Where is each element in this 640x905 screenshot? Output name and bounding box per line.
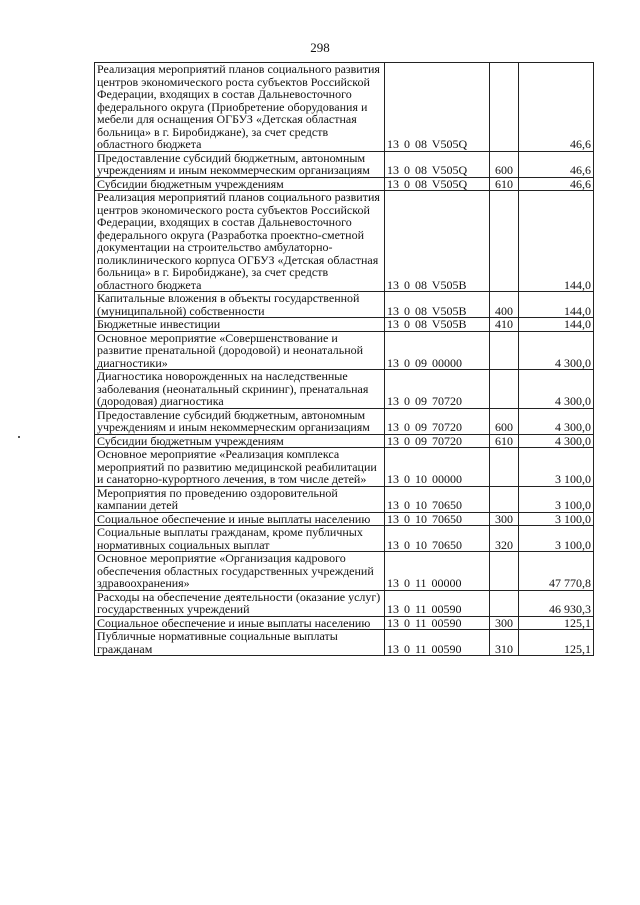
row-amount: 4 300,0 bbox=[519, 408, 594, 434]
row-amount: 46,6 bbox=[519, 177, 594, 191]
row-amount: 4 300,0 bbox=[519, 434, 594, 448]
table-row bbox=[95, 292, 594, 318]
row-code: 13 0 08 V505Q bbox=[385, 177, 490, 191]
row-description: Мероприятия по проведению оздоровительной кампании детей bbox=[95, 486, 385, 512]
row-code: 13 0 11 00590 bbox=[385, 590, 490, 616]
row-description: Основное мероприятие «Реализация комплекса мероприятий по развитию медицинской реабилитации и санаторно-курортного лечения, в том числе детей» bbox=[95, 448, 385, 487]
table-row bbox=[95, 177, 594, 191]
row-description: Реализация мероприятий планов социального развития центров экономического роста субъектов Российской Федерации, входящих в состав Дальневосточного федерального округа (Приобретение оборудования и мебели для оснащения ОГБУЗ «Детская областная больница» в г. Биробиджане), за счет средств областного бюджета bbox=[95, 63, 385, 152]
row-amount: 144,0 bbox=[519, 292, 594, 318]
row-code: 13 0 08 V505B bbox=[385, 191, 490, 292]
row-description: Социальное обеспечение и иные выплаты населению bbox=[95, 512, 385, 526]
row-description: Реализация мероприятий планов социального развития центров экономического роста субъектов Российской Федерации, входящих в состав Дальневосточного федерального округа (Разработка проектно-сметной документации на строительство амбулаторно-поликлинического корпуса ОГБУЗ «Детская областная больница» в г. Биробиджане), за счет средств областного бюджета bbox=[95, 191, 385, 292]
row-code: 13 0 10 70650 bbox=[385, 512, 490, 526]
table-row bbox=[95, 512, 594, 526]
row-amount: 4 300,0 bbox=[519, 331, 594, 370]
row-description: Предоставление субсидий бюджетным, автономным учреждениям и иным некоммерческим организациям bbox=[95, 408, 385, 434]
row-description: Основное мероприятие «Совершенствование и развитие пренатальной (дородовой) и неонатальной диагностики» bbox=[95, 331, 385, 370]
table-row bbox=[95, 434, 594, 448]
table-row bbox=[95, 318, 594, 332]
row-amount: 125,1 bbox=[519, 616, 594, 630]
row-amount: 3 100,0 bbox=[519, 512, 594, 526]
row-expense-type bbox=[490, 590, 519, 616]
row-description: Бюджетные инвестиции bbox=[95, 318, 385, 332]
row-expense-type: 300 bbox=[490, 512, 519, 526]
row-code: 13 0 11 00590 bbox=[385, 616, 490, 630]
page-number: 298 bbox=[310, 40, 330, 55]
row-expense-type bbox=[490, 552, 519, 591]
row-description: Основное мероприятие «Организация кадрового обеспечения областных государственных учреждений здравоохранения» bbox=[95, 552, 385, 591]
row-code: 13 0 08 V505B bbox=[385, 318, 490, 332]
row-code: 13 0 10 00000 bbox=[385, 448, 490, 487]
table-row bbox=[95, 616, 594, 630]
row-expense-type: 600 bbox=[490, 151, 519, 177]
row-expense-type: 320 bbox=[490, 526, 519, 552]
row-description: Публичные нормативные социальные выплаты гражданам bbox=[95, 630, 385, 656]
table-row bbox=[95, 630, 594, 656]
row-amount: 144,0 bbox=[519, 318, 594, 332]
row-expense-type: 410 bbox=[490, 318, 519, 332]
row-code: 13 0 09 70720 bbox=[385, 434, 490, 448]
row-code: 13 0 10 70650 bbox=[385, 526, 490, 552]
row-expense-type: 300 bbox=[490, 616, 519, 630]
row-description: Капитальные вложения в объекты государственной (муниципальной) собственности bbox=[95, 292, 385, 318]
row-code: 13 0 08 V505B bbox=[385, 292, 490, 318]
table-row bbox=[95, 151, 594, 177]
row-amount: 47 770,8 bbox=[519, 552, 594, 591]
table-row bbox=[95, 448, 594, 487]
row-expense-type: 600 bbox=[490, 408, 519, 434]
row-description: Диагностика новорожденных на наследственные заболевания (неонатальный скрининг), пренатальная (дородовая) диагностика bbox=[95, 370, 385, 409]
row-amount: 125,1 bbox=[519, 630, 594, 656]
row-code: 13 0 08 V505Q bbox=[385, 63, 490, 152]
scan-speck bbox=[18, 436, 20, 438]
row-expense-type: 310 bbox=[490, 630, 519, 656]
row-amount: 46,6 bbox=[519, 63, 594, 152]
row-expense-type bbox=[490, 486, 519, 512]
row-code: 13 0 10 70650 bbox=[385, 486, 490, 512]
table-row bbox=[95, 370, 594, 409]
row-amount: 144,0 bbox=[519, 191, 594, 292]
row-code: 13 0 09 00000 bbox=[385, 331, 490, 370]
row-expense-type bbox=[490, 370, 519, 409]
row-description: Социальное обеспечение и иные выплаты населению bbox=[95, 616, 385, 630]
row-expense-type: 610 bbox=[490, 434, 519, 448]
row-code: 13 0 09 70720 bbox=[385, 370, 490, 409]
row-code: 13 0 11 00590 bbox=[385, 630, 490, 656]
row-amount: 3 100,0 bbox=[519, 448, 594, 487]
row-code: 13 0 11 00000 bbox=[385, 552, 490, 591]
row-expense-type bbox=[490, 63, 519, 152]
row-expense-type bbox=[490, 191, 519, 292]
row-expense-type: 610 bbox=[490, 177, 519, 191]
budget-table bbox=[94, 62, 594, 656]
table-row bbox=[95, 63, 594, 152]
row-description: Субсидии бюджетным учреждениям bbox=[95, 434, 385, 448]
table-row bbox=[95, 191, 594, 292]
row-expense-type bbox=[490, 331, 519, 370]
row-amount: 46,6 bbox=[519, 151, 594, 177]
table-row bbox=[95, 486, 594, 512]
row-expense-type: 400 bbox=[490, 292, 519, 318]
table-row bbox=[95, 408, 594, 434]
table-row bbox=[95, 526, 594, 552]
row-amount: 46 930,3 bbox=[519, 590, 594, 616]
row-amount: 4 300,0 bbox=[519, 370, 594, 409]
table-row bbox=[95, 552, 594, 591]
row-description: Расходы на обеспечение деятельности (оказание услуг) государственных учреждений bbox=[95, 590, 385, 616]
row-expense-type bbox=[490, 448, 519, 487]
row-description: Предоставление субсидий бюджетным, автономным учреждениям и иным некоммерческим организациям bbox=[95, 151, 385, 177]
table-row bbox=[95, 331, 594, 370]
row-amount: 3 100,0 bbox=[519, 486, 594, 512]
row-description: Социальные выплаты гражданам, кроме публичных нормативных социальных выплат bbox=[95, 526, 385, 552]
row-description: Субсидии бюджетным учреждениям bbox=[95, 177, 385, 191]
row-code: 13 0 08 V505Q bbox=[385, 151, 490, 177]
row-amount: 3 100,0 bbox=[519, 526, 594, 552]
row-code: 13 0 09 70720 bbox=[385, 408, 490, 434]
table-row bbox=[95, 590, 594, 616]
